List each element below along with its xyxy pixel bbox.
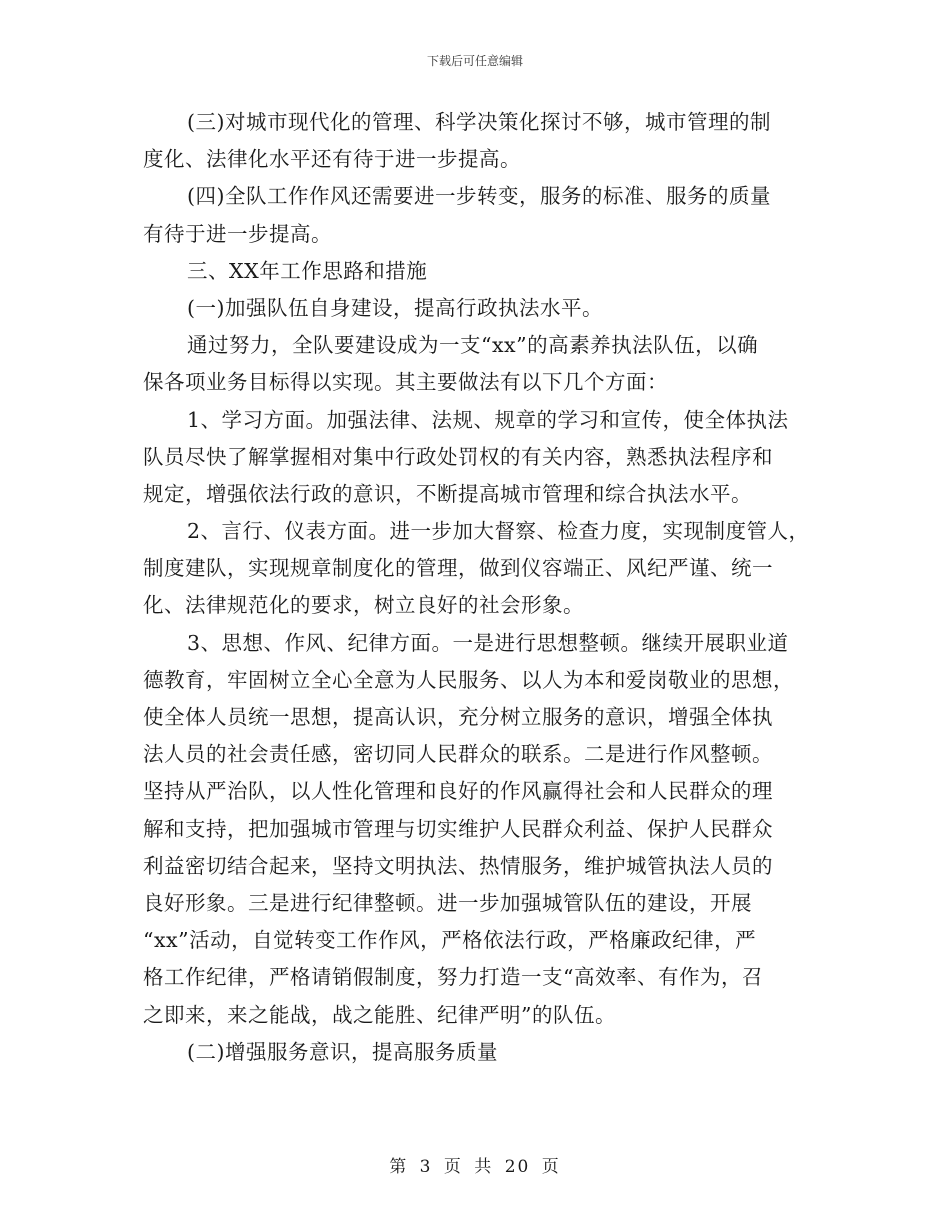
text-line: (三)对城市现代化的管理、科学决策化探讨不够，城市管理的制 — [187, 110, 771, 134]
text-line: 通过努力，全队要建设成为一支“xx”的高素养执法队伍，以确 — [187, 333, 759, 358]
text-line: 保各项业务目标得以实现。其主要做法有以下几个方面： — [143, 370, 668, 395]
text-line: (四)全队工作作风还需要进一步转变，服务的标准、服务的质量 — [187, 184, 771, 209]
text-line: 化、法律规范化的要求，树立良好的社会形象。 — [143, 593, 584, 618]
text-line: 格工作纪律，严格请销假制度，努力打造一支“高效率、有作为，召 — [143, 965, 763, 990]
text-line: 2、言行、仪表方面。进一步加大督察、检查力度，实现制度管人， — [187, 519, 810, 544]
text-line: (二)增强服务意识，提高服务质量 — [187, 1039, 498, 1064]
text-line: 坚持从严治队，以人性化管理和良好的作风赢得社会和人民群众的理 — [143, 779, 773, 804]
page-footer: 第 3 页 共 20 页 — [389, 1157, 561, 1177]
text-line: 规定，增强依法行政的意识，不断提高城市管理和综合执法水平。 — [143, 481, 752, 506]
page-header: 下载后可任意编辑 — [426, 54, 523, 68]
text-line: (一)加强队伍自身建设，提高行政执法水平。 — [187, 295, 603, 320]
text-line: 之即来，来之能战，战之能胜、纪律严明”的队伍。 — [143, 1002, 616, 1027]
document-body — [143, 104, 823, 1071]
text-line: 度化、法律化水平还有待于进一步提高。 — [143, 147, 521, 172]
text-line: 1、学习方面。加强法律、法规、规章的学习和宣传，使全体执法 — [187, 407, 789, 432]
text-line: 利益密切结合起来，坚持文明执法、热情服务，维护城管执法人员的 — [143, 853, 773, 878]
text-line: 有待于进一步提高。 — [143, 221, 332, 246]
text-line: 制度建队，实现规章制度化的管理，做到仪容端正、风纪严谨、统一 — [143, 556, 773, 581]
text-line: 法人员的社会责任感，密切同人民群众的联系。二是进行作风整顿。 — [143, 742, 773, 767]
text-line: “xx”活动，自觉转变工作作风，严格依法行政，严格廉政纪律，严 — [143, 928, 757, 953]
text-line: 解和支持，把加强城市管理与切实维护人民群众利益、保护人民群众 — [143, 816, 773, 841]
text-line: 德教育，牢固树立全心全意为人民服务、以人为本和爱岗敬业的思想， — [143, 667, 794, 692]
text-line: 良好形象。三是进行纪律整顿。进一步加强城管队伍的建设，开展 — [143, 890, 752, 915]
text-line: 三、XX年工作思路和措施 — [187, 258, 428, 283]
text-line: 3、思想、作风、纪律方面。一是进行思想整顿。继续开展职业道 — [187, 630, 789, 655]
text-line: 队员尽快了解掌握相对集中行政处罚权的有关内容，熟悉执法程序和 — [143, 444, 773, 469]
text-line: 使全体人员统一思想，提高认识，充分树立服务的意识，增强全体执 — [143, 705, 773, 729]
